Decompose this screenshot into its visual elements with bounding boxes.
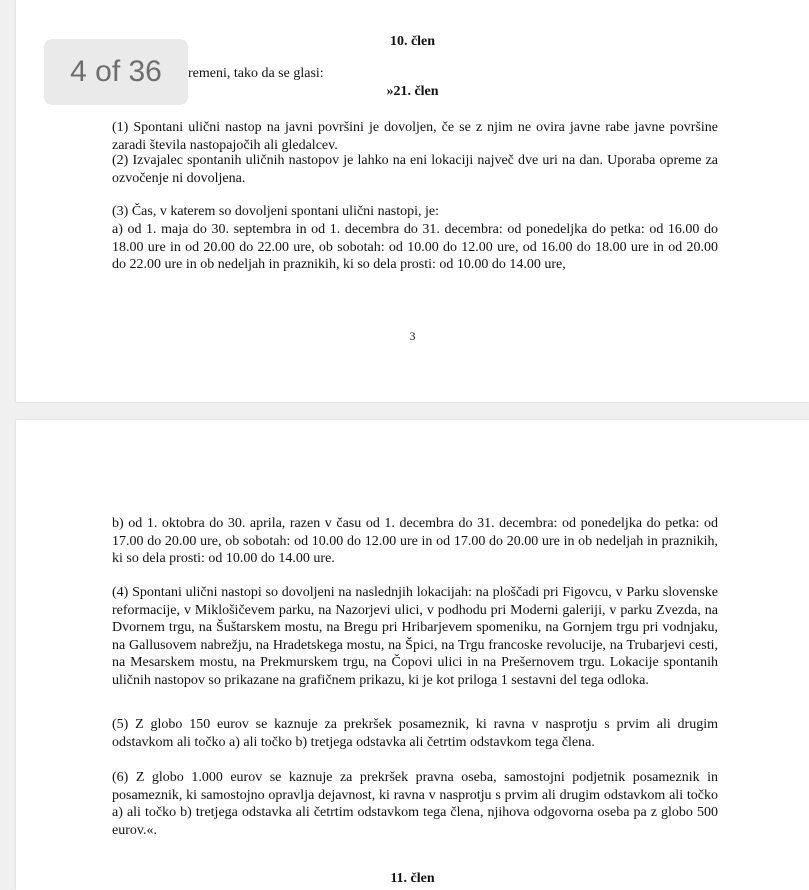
article-subheading-21: »21. člen (386, 84, 439, 99)
paragraph-2: (2) Izvajalec spontanih uličnih nastopov je lahko na eni lokaciji največ dve uri na dan. Uporaba opreme za ozvočenje ni dovoljena. (112, 153, 718, 186)
paragraph-3b: b) od 1. oktobra do 30. aprila, razen v času od 1. decembra do 31. decembra: od ponedeljka do petka: od 17.00 do 20.00 ure, ob sobotah: od 10.00 do 12.00 ure in od 17.00 do 20.00 ure in ob nedeljah in praznikih, ki so dela prosti: od 10.00 do 14.00 ure. (112, 516, 718, 566)
paragraph-3-intro: (3) Čas, v katerem so dovoljeni spontani ulični nastopi, je: (112, 204, 439, 219)
article-heading-10: 10. člen (389, 34, 436, 49)
document-page-4 (16, 420, 809, 890)
page-counter-badge: 4 of 36 (44, 39, 188, 105)
article-heading-11: 11. člen (390, 871, 435, 886)
paragraph-1: (1) Spontani ulični nastop na javni površini je dovoljen, če se z njim ne ovira javne rabe javne površine zaradi števila nastopajočih ali gledalcev. (112, 120, 718, 153)
paragraph-4: (4) Spontani ulični nastopi so dovoljeni na naslednjih lokacijah: na ploščadi pri Figovcu, v Parku slovenske reformacije, v Miklošičevem parku, na Nazorjevi ulici, v podhodu pri Moderni galeriji, v parku Zvezda, na Dvornem trgu, na Šuštarskem mostu, na Bregu pri Hribarjevem spomeniku, na Gornjem trgu pri vodnjaku, na Gallusovem nabrežju, na Hradetskega mostu, na Špici, na Trgu francoske revolucije, na Trubarjevi cesti, na Mesarskem mostu, na Prekmurskem trgu, na Čopovi ulici in na Prešernovem trgu. Lokacije spontanih uličnih nastopov so prikazane na grafičnem prikazu, ki je kot priloga 1 sestavni del tega odloka. (112, 585, 718, 688)
paragraph-5: (5) Z globo 150 eurov se kaznuje za prekršek posameznik, ki ravna v nasprotju s prvim ali drugim odstavkom ali točko a) ali točko b) tretjega odstavka ali četrtim odstavkom tega člena. (112, 717, 718, 750)
paragraph-3a: a) od 1. maja do 30. septembra in od 1. decembra do 31. decembra: od ponedeljka do petka: od 16.00 do 18.00 ure in od 20.00 do 22.00 ure, ob sobotah: od 10.00 do 12.00 ure, od 16.00 do 18.00 ure in od 20.00 do 22.00 ure in ob nedeljah in praznikih, ki so dela prosti: od 10.00 do 14.00 ure, (112, 222, 718, 272)
intro-text: remeni, tako da se glasi: (188, 66, 324, 81)
paragraph-6: (6) Z globo 1.000 eurov se kaznuje za prekršek pravna oseba, samostojni podjetnik posameznik in posameznik, ki samostojno opravlja dejavnost, ki ravna v nasprotju s prvim ali drugim odstavkom ali točko a) ali točko b) tretjega odstavka ali četrtim odstavkom tega člena, njihova odgovorna oseba pa z globo 500 eurov.«. (112, 770, 718, 838)
page-number: 3 (409, 329, 416, 343)
